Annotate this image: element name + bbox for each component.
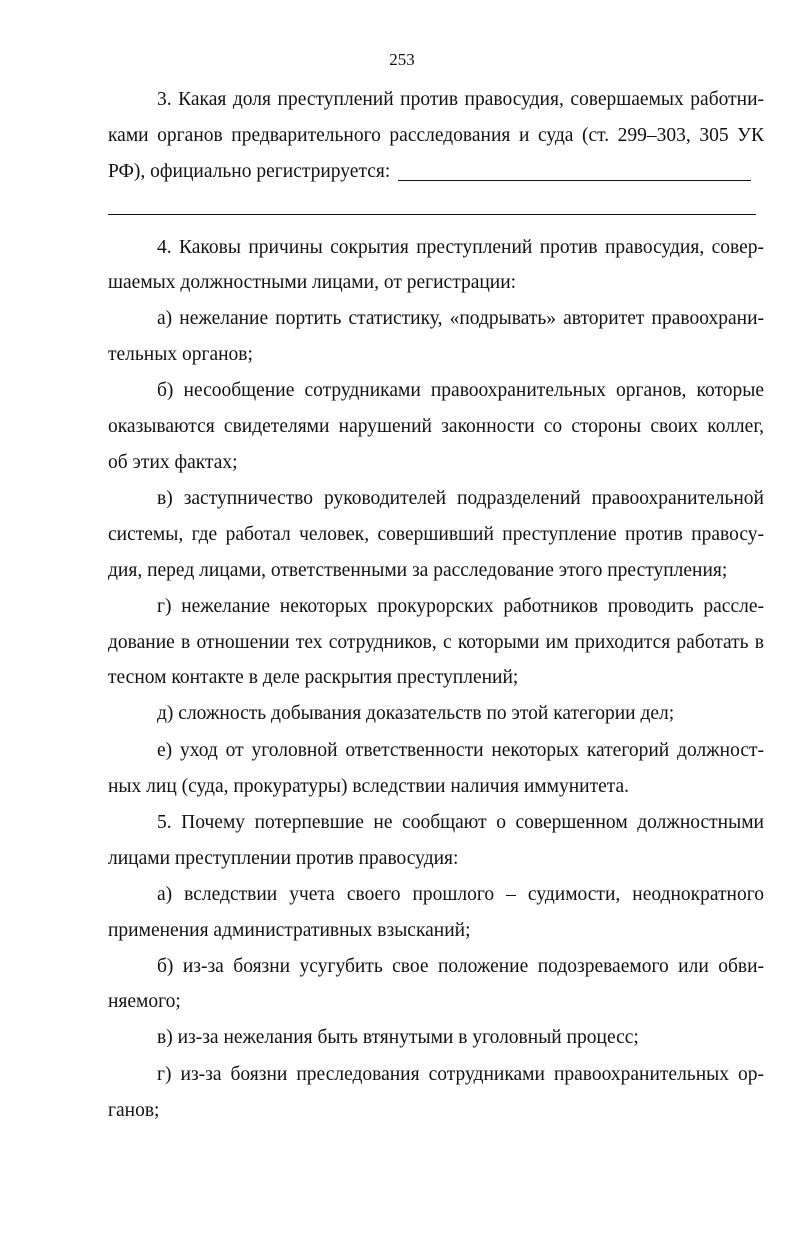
text-line: ками органов предварительного расследования и суда (ст. 299–303, 305 УК bbox=[108, 125, 764, 146]
text-line: а) нежелание портить статистику, «подрывать» авторитет правоохрани- bbox=[157, 308, 764, 329]
text-line: РФ), официально регистрируется: bbox=[108, 161, 391, 182]
text-line: ных лиц (суда, прокуратуры) вследствии наличия иммунитета. bbox=[108, 776, 630, 797]
text-line: д) сложность добывания доказательств по этой категории дел; bbox=[157, 703, 675, 724]
text-line: ганов; bbox=[108, 1100, 160, 1121]
text-line: тельных органов; bbox=[108, 344, 253, 365]
answer-blank-line bbox=[398, 180, 751, 181]
text-line: 5. Почему потерпевшие не сообщают о совершенном должностными bbox=[157, 812, 764, 833]
text-line: тесном контакте в деле раскрытия преступлений; bbox=[108, 667, 519, 688]
text-line: 3. Какая доля преступлений против правосудия, совершаемых работни- bbox=[157, 89, 764, 110]
text-line: системы, где работал человек, совершивший преступление против правосу- bbox=[108, 524, 764, 545]
text-line: лицами преступлении против правосудия: bbox=[108, 848, 459, 869]
text-line: б) несообщение сотрудниками правоохранительных органов, которые bbox=[157, 380, 764, 401]
text-line: шаемых должностными лицами, от регистрации: bbox=[108, 272, 517, 293]
text-line: об этих фактах; bbox=[108, 452, 238, 473]
answer-blank-line bbox=[108, 214, 756, 215]
text-line: б) из-за боязни усугубить свое положение подозреваемого или обви- bbox=[157, 956, 764, 977]
text-line: г) из-за боязни преследования сотрудниками правоохранительных ор- bbox=[157, 1064, 764, 1085]
text-line: применения административных взысканий; bbox=[108, 920, 471, 941]
text-line: 4. Каковы причины сокрытия преступлений против правосудия, совер- bbox=[157, 237, 764, 258]
text-line: г) нежелание некоторых прокурорских работников проводить рассле- bbox=[157, 596, 764, 617]
text-line: е) уход от уголовной ответственности некоторых категорий должност- bbox=[157, 740, 764, 761]
text-line: оказываются свидетелями нарушений законности со стороны своих коллег, bbox=[108, 416, 764, 437]
text-line: в) из-за нежелания быть втянутыми в уголовный процесс; bbox=[157, 1027, 639, 1048]
text-line: в) заступничество руководителей подразделений правоохранительной bbox=[157, 488, 764, 509]
text-line: а) вследствии учета своего прошлого – судимости, неоднократного bbox=[157, 884, 764, 905]
text-line: няемого; bbox=[108, 991, 181, 1012]
page-number: 253 bbox=[389, 50, 415, 69]
text-line: дия, перед лицами, ответственными за расследование этого преступления; bbox=[108, 560, 728, 581]
text-line: дование в отношении тех сотрудников, с которыми им приходится работать в bbox=[108, 632, 764, 653]
